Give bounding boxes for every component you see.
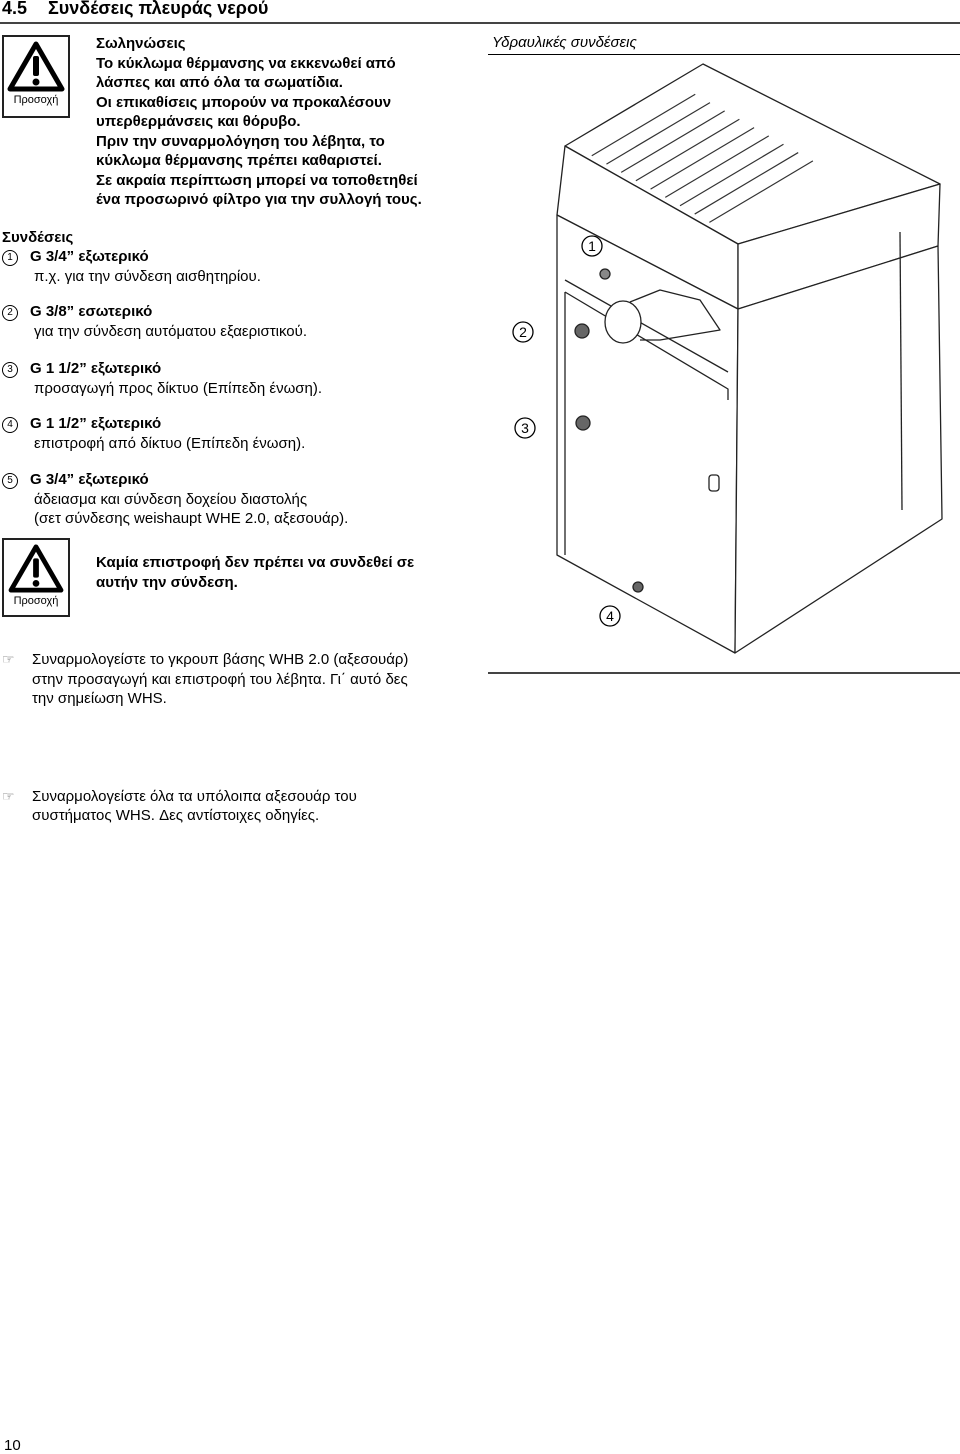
warning-line: Το κύκλωμα θέρμανσης να εκκενωθεί από [96,54,396,72]
fitting-3 [576,416,590,430]
small-panel [709,475,719,491]
warning-line: Οι επικαθίσεις μπορούν να προκαλέσουν [96,93,392,111]
connection-desc: επιστροφή από δίκτυο (Επίπεδη ένωση). [34,434,306,452]
connections-heading: Συνδέσεις [2,229,74,246]
callout-number: 5 [2,473,18,489]
callout-number: 1 [2,250,18,266]
instruction-line: Συναρμολογείστε όλα τα υπόλοιπα αξεσουάρ του [32,787,357,805]
fitting-4 [633,582,643,592]
pointing-hand-icon: ☞ [2,787,15,804]
pointing-hand-icon: ☞ [2,651,15,667]
connection-title: G 3/8” εσωτερικό [30,303,153,320]
callout-number: 4 [2,417,18,433]
callout-label: 1 [588,238,596,254]
section-number: 4.5 [2,0,28,18]
callout-number: 3 [2,362,18,378]
warning-line: Πριν την συναρμολόγηση του λέβητα, το [96,132,385,150]
warning-label: Προσοχή [13,595,59,607]
connection-desc: άδειασμα και σύνδεση δοχείου διαστολής [34,490,308,508]
connection-title: G 3/4” εξωτερικό [30,248,149,265]
connection-title: G 1 1/2” εξωτερικό [30,415,162,432]
callout-label: 3 [521,420,529,436]
flue-pipe [605,301,641,343]
connection-title: G 1 1/2” εξωτερικό [30,360,162,377]
connection-desc: προσαγωγή προς δίκτυο (Επίπεδη ένωση). [34,379,323,397]
instruction-line: συστήματος WHS. Δες αντίστοιχες οδηγίες. [32,807,320,824]
fitting-1 [600,269,610,279]
warning-line: αυτήν την σύνδεση. [96,573,238,591]
page-number: 10 [4,1437,21,1454]
callout-number: 2 [2,305,18,321]
warning-line: κύκλωμα θέρμανσης πρέπει καθαριστεί. [96,152,382,169]
warning-line: Σωληνώσεις [96,35,186,52]
connection-title: G 3/4” εξωτερικό [30,471,149,488]
instruction-line: την σημείωση WHS. [32,690,167,707]
figure-bottom-rule [488,672,960,674]
figure-caption: Υδραυλικές συνδέσεις [492,34,637,51]
warning-line: ένα προσωρινό φίλτρο για την συλλογή τους. [96,191,422,208]
section-title-text: Συνδέσεις πλευράς νερού [48,0,269,18]
fitting-2 [575,324,589,338]
boiler-side-face [735,246,942,653]
warning-line: υπερθερμάνσεις και θόρυβο. [96,113,301,130]
warning-line: Σε ακραία περίπτωση μπορεί να τοποθετηθεί [96,171,418,189]
instruction-2 [0,787,960,826]
warning-label: Προσοχή [13,94,59,106]
warning-line: λάσπες και από όλα τα σωματίδια. [96,74,343,91]
callout-label: 2 [519,324,527,340]
connection-desc: για την σύνδεση αυτόματου εξαεριστικού. [34,322,308,340]
boiler-illustration [0,0,960,700]
instruction-line: στην προσαγωγή και επιστροφή του λέβητα. Γι΄ αυτό δες [32,670,408,688]
callout-label: 4 [606,608,614,624]
instruction-line: Συναρμολογείστε το γκρουπ βάσης WHB 2.0 (αξεσουάρ) [32,651,409,668]
connection-desc: π.χ. για την σύνδεση αισθητηρίου. [34,267,261,285]
connection-desc: (σετ σύνδεσης weishaupt WHE 2.0, αξεσουάρ). [34,510,349,527]
warning-line: Καμία επιστροφή δεν πρέπει να συνδεθεί σε [96,554,415,571]
